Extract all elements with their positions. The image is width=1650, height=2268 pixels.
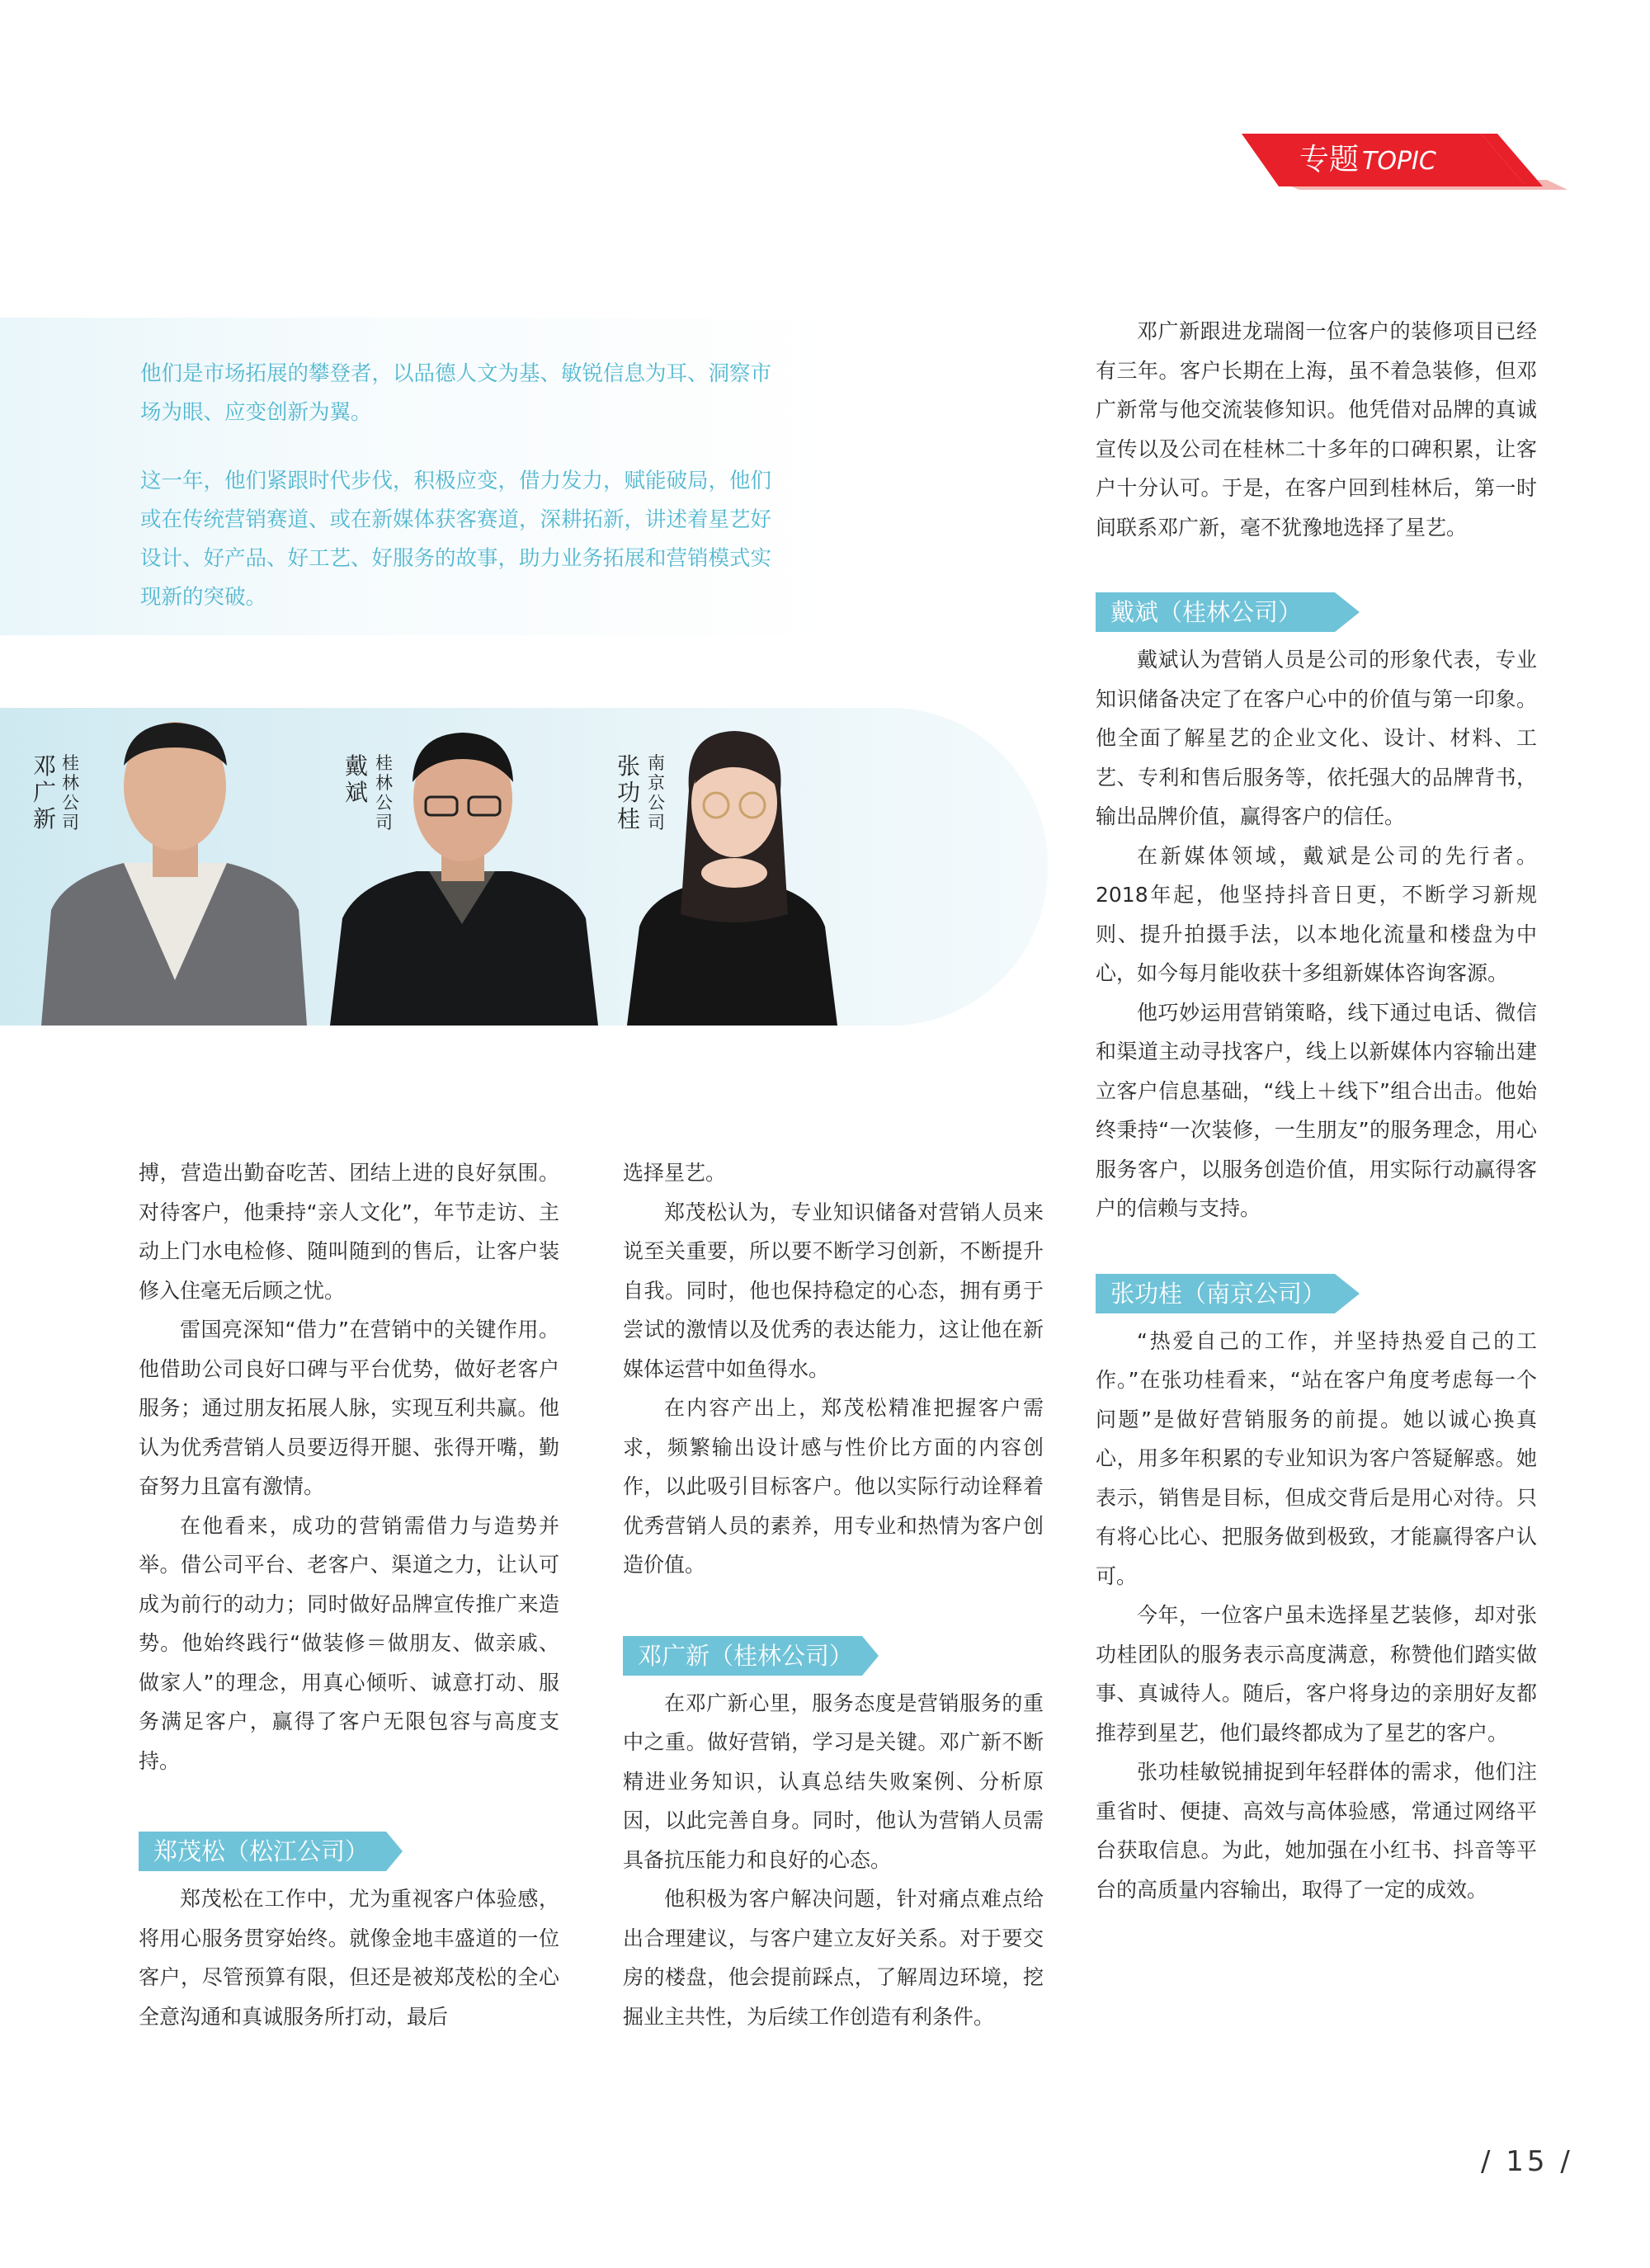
col2-paragraph-4: 在邓广新心里，服务态度是营销服务的重中之重。做好营销，学习是关键。邓广新不断精进业务知识，认真总结失败案例、分析原因，以此完善自身。同时，他认为营销人员需具备抗压能力和良好的心态。 — [623, 1690, 1044, 1872]
col1-paragraph-2: 雷国亮深知“借力”在营销中的关键作用。他借助公司良好口碑与平台优势，做好老客户服务；通过朋友拓展人脉，实现互利共赢。他认为优秀营销人员要迈得开腿、张得开嘴，勤奋努力且富有激情。 — [139, 1318, 559, 1498]
column-3 — [1096, 312, 1537, 1909]
col3-paragraph-7: 张功桂敏锐捕捉到年轻群体的需求，他们注重省时、便捷、高效与高体验感，常通过网络平台获取信息。为此，她加强在小红书、抖音等平台的高质量内容输出，取得了一定的成效。 — [1096, 1760, 1537, 1902]
section-head-dai — [1096, 592, 1537, 632]
topic-tag — [1242, 130, 1568, 190]
section-head-label: 郑茂松（松江公司） — [153, 1837, 370, 1865]
intro-paragraph-2: 这一年，他们紧跟时代步伐，积极应变，借力发力，赋能破局，他们或在传统营销赛道、或在新媒体获客赛道，深耕拓新，讲述着星艺好设计、好产品、好工艺、好服务的故事，助力业务拓展和营销模式实现新的突破。 — [140, 469, 772, 610]
col2-paragraph-5: 他积极为客户解决问题，针对痛点难点给出合理建议，与客户建立友好关系。对于要交房的楼盘，他会提前踩点，了解周边环境，挖掘业主共性，为后续工作创造有利条件。 — [623, 1887, 1044, 2029]
section-head-zhang — [1096, 1274, 1537, 1313]
col2-paragraph-3: 在内容产出上，郑茂松精准把握客户需求，频繁输出设计感与性价比方面的内容创作，以此吸引目标客户。他以实际行动诠释着优秀营销人员的素养，用专业和热情为客户创造价值。 — [623, 1396, 1044, 1577]
person-company-2: 桂林公司 — [375, 753, 393, 832]
page-number: / 15 / — [1481, 2145, 1573, 2178]
portrait-band-art — [0, 708, 1048, 1026]
col2-paragraph-2: 郑茂松认为，专业知识储备对营销人员来说至关重要，所以要不断学习创新，不断提升自我。同时，他也保持稳定的心态，拥有勇于尝试的激情以及优秀的表达能力，这让他在新媒体运营中如鱼得水。 — [623, 1200, 1044, 1381]
col3-paragraph-3: 在新媒体领域，戴斌是公司的先行者。2018年起，他坚持抖音日更，不断学习新规则、提升拍摄手法，以本地化流量和楼盘为中心，如今每月能收获十多组新媒体咨询客源。 — [1096, 843, 1537, 985]
person-company-1: 桂林公司 — [62, 753, 79, 832]
col3-paragraph-6: 今年，一位客户虽未选择星艺装修，却对张功桂团队的服务表示高度满意，称赞他们踏实做事、真诚待人。随后，客户将身边的亲朋好友都推荐到星艺，他们最终都成为了星艺的客户。 — [1096, 1603, 1537, 1745]
portrait-band — [0, 708, 1048, 1026]
intro-paragraph-1: 他们是市场拓展的攀登者，以品德人文为基、敏锐信息为耳、洞察市场为眼、应变创新为翼。 — [140, 361, 772, 425]
topic-cn: 专题 — [1299, 143, 1360, 177]
col1-paragraph-3: 在他看来，成功的营销需借力与造势并举。借公司平台、老客户、渠道之力，让认可成为前行的动力；同时做好品牌宣传推广来造势。他始终践行“做装修＝做朋友、做亲戚、做家人”的理念，用真心倾听、诚意打动、服务满足客户，赢得了客户无限包容与高度支持。 — [139, 1513, 559, 1773]
topic-label — [1299, 135, 1436, 185]
section-head-label: 张功桂（南京公司） — [1110, 1279, 1327, 1308]
person-name-1: 邓广新 — [33, 752, 57, 832]
topic-en: TOPIC — [1362, 147, 1436, 176]
section-head-label: 邓广新（桂林公司） — [638, 1641, 854, 1670]
col1-paragraph-1: 搏，营造出勤奋吃苦、团结上进的良好氛围。对待客户，他秉持“亲人文化”，年节走访、主动上门水电检修、随叫随到的售后，让客户装修入住毫无后顾之忧。 — [139, 1161, 559, 1303]
col2-paragraph-1: 选择星艺。 — [623, 1161, 727, 1185]
column-2 — [623, 1153, 1044, 2036]
col3-paragraph-2: 戴斌认为营销人员是公司的形象代表，专业知识储备决定了在客户心中的价值与第一印象。他全面了解星艺的企业文化、设计、材料、工艺、专利和售后服务等，依托强大的品牌背书，输出品牌价值，赢得客户的信任。 — [1096, 648, 1537, 828]
col3-paragraph-1: 邓广新跟进龙瑞阁一位客户的装修项目已经有三年。客户长期在上海，虽不着急装修，但邓广新常与他交流装修知识。他凭借对品牌的真诚宣传以及公司在桂林二十多年的口碑积累，让客户十分认可。于是，在客户回到桂林后，第一时间联系邓广新，毫不犹豫地选择了星艺。 — [1096, 319, 1537, 540]
column-1 — [139, 1153, 559, 2036]
person-name-2: 戴斌 — [345, 752, 369, 806]
col1-paragraph-4: 郑茂松在工作中，尤为重视客户体验感，将用心服务贯穿始终。就像金地丰盛道的一位客户，尽管预算有限，但还是被郑茂松的全心全意沟通和真诚服务所打动，最后 — [139, 1887, 559, 2029]
col3-paragraph-4: 他巧妙运用营销策略，线下通过电话、微信和渠道主动寻找客户，线上以新媒体内容输出建立客户信息基础，“线上＋线下”组合出击。他始终秉持“一次装修，一生朋友”的服务理念，用心服务客户，以服务创造价值，用实际行动赢得客户的信赖与支持。 — [1096, 1000, 1537, 1220]
col3-paragraph-5: “热爱自己的工作，并坚持热爱自己的工作。”在张功桂看来，“站在客户角度考虑每一个问题”是做好营销服务的前提。她以诚心换真心，用多年积累的专业知识为客户答疑解惑。她表示，销售是目标，但成交背后是用心对待。只有将心比心、把服务做到极致，才能赢得客户认可。 — [1096, 1328, 1537, 1588]
section-head-label: 戴斌（桂林公司） — [1110, 598, 1303, 626]
intro-band — [0, 318, 842, 635]
person-name-3: 张功桂 — [617, 752, 641, 832]
section-head-zheng — [139, 1832, 559, 1871]
section-head-deng — [623, 1636, 1044, 1676]
person-company-3: 南京公司 — [648, 753, 665, 832]
